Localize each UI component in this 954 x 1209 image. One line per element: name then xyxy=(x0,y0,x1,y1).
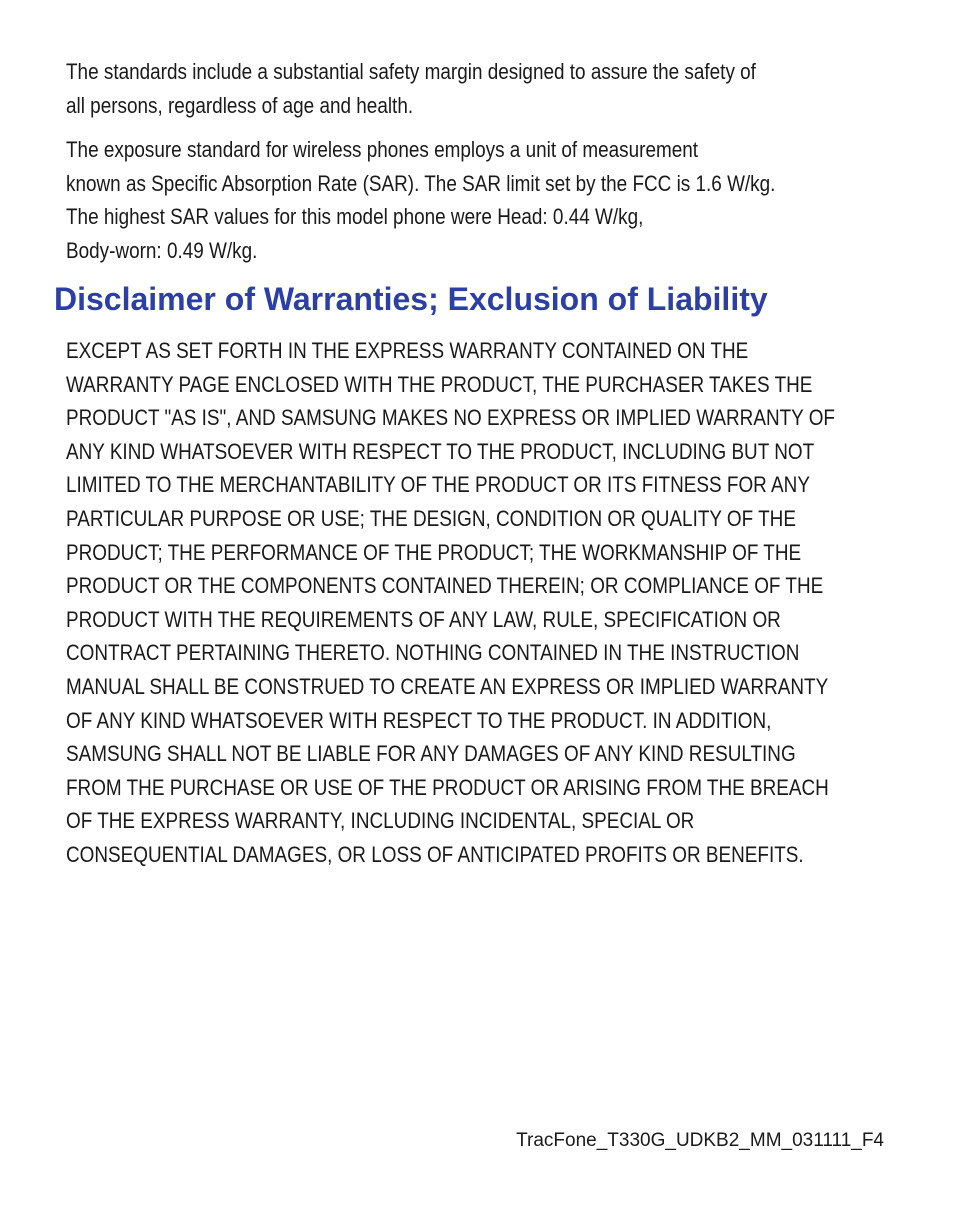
paragraph-line: PRODUCT WITH THE REQUIREMENTS OF ANY LAW, RULE, SPECIFICATION OR xyxy=(66,606,781,632)
paragraph-line: ANY KIND WHATSOEVER WITH RESPECT TO THE PRODUCT, INCLUDING BUT NOT xyxy=(66,438,815,464)
paragraph-line: OF ANY KIND WHATSOEVER WITH RESPECT TO THE PRODUCT. IN ADDITION, xyxy=(66,707,772,733)
paragraph-line: PARTICULAR PURPOSE OR USE; THE DESIGN, CONDITION OR QUALITY OF THE xyxy=(66,505,796,531)
paragraph-line: The highest SAR values for this model phone were Head: 0.44 W/kg, xyxy=(66,204,644,230)
sar-paragraph xyxy=(66,133,780,267)
paragraph-line: SAMSUNG SHALL NOT BE LIABLE FOR ANY DAMAGES OF ANY KIND RESULTING xyxy=(66,741,796,767)
paragraph-line: FROM THE PURCHASE OR USE OF THE PRODUCT OR ARISING FROM THE BREACH xyxy=(66,774,829,800)
paragraph-line: WARRANTY PAGE ENCLOSED WITH THE PRODUCT, THE PURCHASER TAKES THE xyxy=(66,371,813,397)
paragraph-line: Body-worn: 0.49 W/kg. xyxy=(66,237,258,263)
paragraph-line: PRODUCT "AS IS", AND SAMSUNG MAKES NO EXPRESS OR IMPLIED WARRANTY OF xyxy=(66,405,835,431)
paragraph-line: PRODUCT OR THE COMPONENTS CONTAINED THEREIN; OR COMPLIANCE OF THE xyxy=(66,573,824,599)
disclaimer-paragraph xyxy=(66,334,835,872)
paragraph-line: The standards include a substantial safety margin designed to assure the safety of xyxy=(66,59,756,84)
paragraph-line: EXCEPT AS SET FORTH IN THE EXPRESS WARRANTY CONTAINED ON THE xyxy=(66,338,749,363)
paragraph-line: CONTRACT PERTAINING THERETO. NOTHING CONTAINED IN THE INSTRUCTION xyxy=(66,640,800,666)
paragraph-line: PRODUCT; THE PERFORMANCE OF THE PRODUCT; THE WORKMANSHIP OF THE xyxy=(66,539,802,565)
paragraph-line: MANUAL SHALL BE CONSTRUED TO CREATE AN EXPRESS OR IMPLIED WARRANTY xyxy=(66,673,829,699)
paragraph-line: known as Specific Absorption Rate (SAR). The SAR limit set by the FCC is 1.6 W/kg. xyxy=(66,170,776,196)
paragraph-line: CONSEQUENTIAL DAMAGES, OR LOSS OF ANTICIPATED PROFITS OR BENEFITS. xyxy=(66,841,804,867)
paragraph-line: all persons, regardless of age and health. xyxy=(66,92,414,118)
paragraph-line: OF THE EXPRESS WARRANTY, INCLUDING INCIDENTAL, SPECIAL OR xyxy=(66,808,695,834)
paragraph-line: The exposure standard for wireless phones employs a unit of measurement xyxy=(66,137,699,162)
paragraph-line: LIMITED TO THE MERCHANTABILITY OF THE PRODUCT OR ITS FITNESS FOR ANY xyxy=(66,472,810,498)
document-id-footer: TracFone_T330G_UDKB2_MM_031111_F4 xyxy=(516,1130,884,1151)
section-heading: Disclaimer of Warranties; Exclusion of Liability xyxy=(54,281,768,317)
safety-margin-paragraph xyxy=(66,55,780,122)
